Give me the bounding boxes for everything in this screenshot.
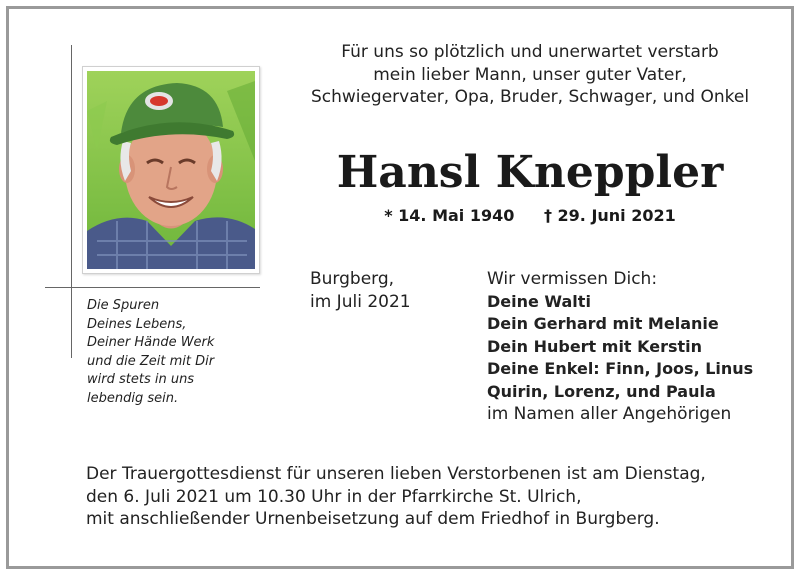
mourners-list (487, 268, 753, 426)
poem-line: Deines Lebens, (87, 316, 187, 332)
mourner-name: Dein Hubert mit Kerstin (487, 336, 703, 356)
intro-line: Schwiegervater, Opa, Bruder, Schwager, und Onkel (310, 87, 750, 107)
horizontal-divider (45, 287, 260, 288)
intro-text (280, 41, 780, 109)
deceased-name: Hansl Kneppler (336, 147, 724, 198)
mourner-name: Deine Walti (487, 291, 591, 311)
poem-line: lebendig sein. (87, 390, 179, 406)
mourner-name: Quirin, Lorenz, und Paula (487, 381, 716, 401)
poem-line: und die Zeit mit Dir (87, 353, 215, 369)
poem (87, 297, 267, 408)
mourners-closing: im Namen aller Angehörigen (487, 404, 732, 424)
poem-line: Die Spuren (87, 298, 160, 313)
portrait-photo (82, 66, 260, 274)
vertical-divider (71, 45, 72, 358)
service-notice (86, 463, 776, 531)
poem-line: wird stets in uns (87, 372, 195, 387)
mourner-name: Dein Gerhard mit Melanie (487, 314, 719, 333)
service-line: Der Trauergottesdienst für unseren lieben Verstorbenen ist am Dienstag, (86, 464, 706, 484)
place-and-date (310, 268, 411, 313)
life-dates (280, 205, 780, 227)
mourners-heading: Wir vermissen Dich: (487, 269, 658, 289)
intro-line: mein lieber Mann, unser guter Vater, (373, 64, 687, 85)
death-date: † 29. Juni 2021 (543, 206, 676, 225)
place-line: Burgberg, (310, 269, 395, 289)
place-line: im Juli 2021 (310, 291, 411, 312)
service-line: mit anschließender Urnenbeisetzung auf dem Friedhof in Burgberg. (86, 509, 660, 529)
birth-date: * 14. Mai 1940 (384, 206, 515, 225)
mourner-name: Deine Enkel: Finn, Joos, Linus (487, 359, 754, 378)
portrait-icon (87, 71, 255, 269)
service-line: den 6. Juli 2021 um 10.30 Uhr in der Pfarrkirche St. Ulrich, (86, 486, 582, 507)
intro-line: Für uns so plötzlich und unerwartet verstarb (341, 42, 719, 62)
poem-line: Deiner Hände Werk (87, 335, 215, 350)
